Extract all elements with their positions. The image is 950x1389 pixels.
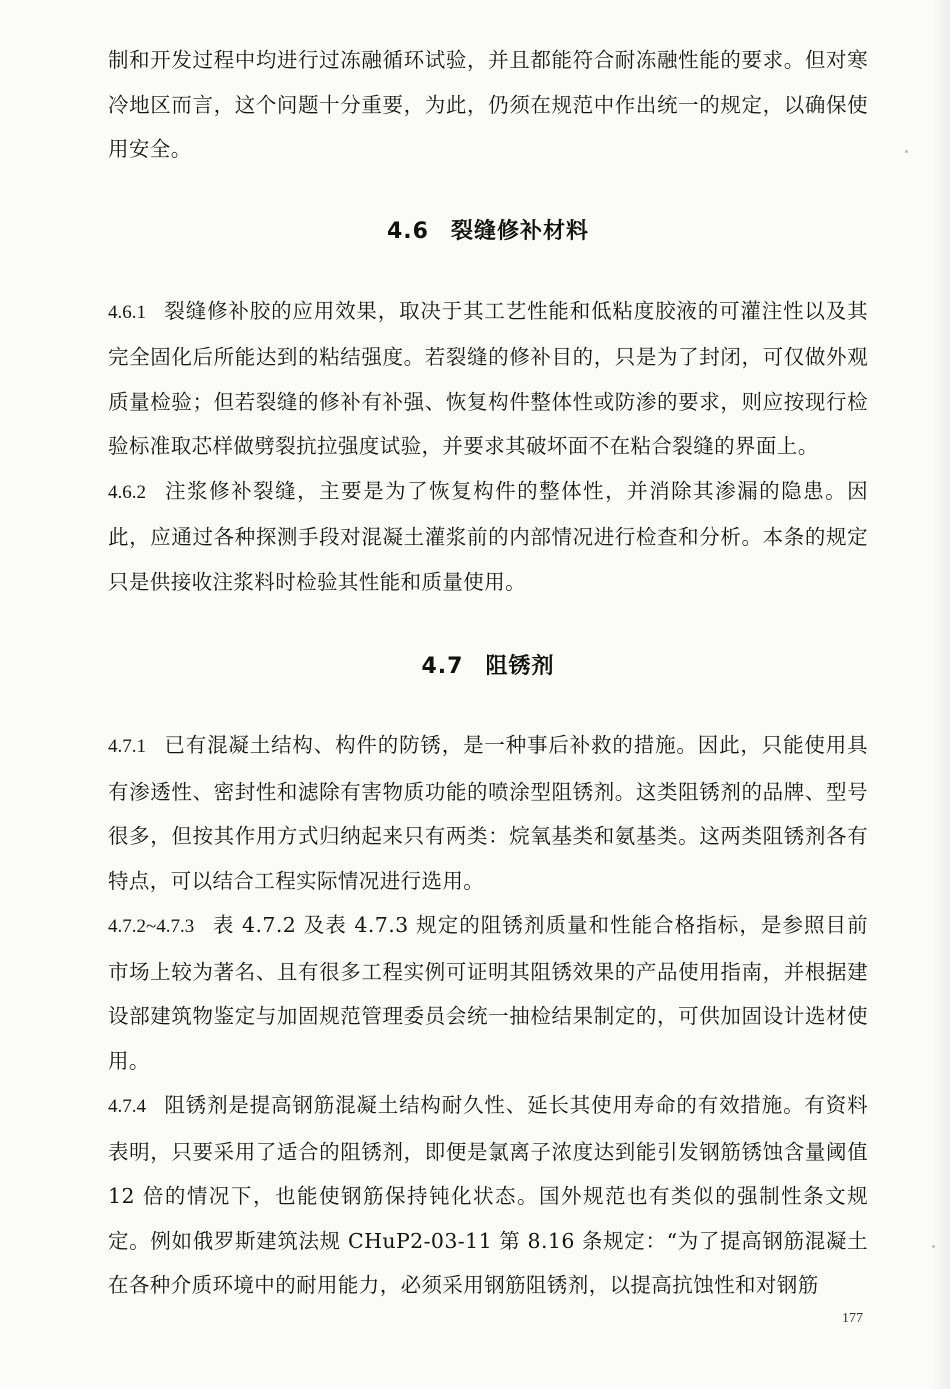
- section-title-text: 阻锈剂: [485, 654, 555, 679]
- clause-number: 4.6.1: [108, 301, 146, 323]
- clause-text: 裂缝修补胶的应用效果，取决于其工艺性能和低粘度胶液的可灌注性以及其完全固化后所能达到的粘结强度。若裂缝的修补目的，只是为了封闭，可仅做外观质量检验；但若裂缝的修补有补强、恢复构件整体性或防渗的要求，则应按现行检验标准取芯样做劈裂抗拉强度试验，并要求其破坏面不在粘合裂缝的界面上。: [108, 298, 868, 458]
- clause-4-6-2: [108, 469, 868, 605]
- clause-4-7-1: [108, 723, 868, 903]
- clause-4-7-2-4-7-3: [108, 903, 868, 1083]
- section-number: 4.6: [387, 218, 429, 244]
- section-heading-4-6: [108, 214, 868, 245]
- clause-text: 表 4.7.2 及表 4.7.3 规定的阻锈剂质量和性能合格指标，是参照目前市场上较为著名、且有很多工程实例可证明其阻锈效果的产品使用指南，并根据建设部建筑物鉴定与加固规范管理委员会统一抽检结果制定的，可供加固设计选材使用。: [108, 913, 868, 1073]
- clause-number: 4.7.2~4.7.3: [108, 916, 195, 937]
- intro-paragraph: 制和开发过程中均进行过冻融循环试验，并且都能符合耐冻融性能的要求。但对寒冷地区而言，这个问题十分重要，为此，仍须在规范中作出统一的规定，以确保使用安全。: [108, 48, 868, 161]
- clause-number: 4.7.1: [108, 736, 146, 757]
- section-heading-4-7: [108, 649, 868, 680]
- clause-4-7-4: [108, 1083, 868, 1308]
- clause-number: 4.7.4: [108, 1096, 146, 1117]
- scan-speck: [932, 1245, 935, 1248]
- clause-text: 阻锈剂是提高钢筋混凝土结构耐久性、延长其使用寿命的有效措施。有资料表明，只要采用了适合的阻锈剂，即便是氯离子浓度达到能引发钢筋锈蚀含量阈值 12 倍的情况下，也能使钢筋保持钝化状态。国外规范也有类似的强制性条文规定。例如俄罗斯建筑法规 CHuP2-03-11 第 8.16 条规定：“为了提高钢筋混凝土在各种介质环境中的耐用能力，必须采用钢筋阻锈剂，以提高抗蚀性和对钢筋: [108, 1093, 868, 1297]
- section-number: 4.7: [421, 654, 464, 679]
- scan-speck: [905, 150, 908, 153]
- section-title-text: 裂缝修补材料: [450, 218, 589, 244]
- clause-4-6-1: [108, 289, 868, 469]
- page-number: 177: [842, 1311, 863, 1326]
- clause-text: 注浆修补裂缝，主要是为了恢复构件的整体性，并消除其渗漏的隐患。因此，应通过各种探测手段对混凝土灌浆前的内部情况进行检查和分析。本条的规定只是供接收注浆料时检验其性能和质量使用。: [108, 478, 868, 594]
- clause-text: 已有混凝土结构、构件的防锈，是一种事后补救的措施。因此，只能使用具有渗透性、密封性和滤除有害物质功能的喷涂型阻锈剂。这类阻锈剂的品牌、型号很多，但按其作用方式归纳起来只有两类：烷氧基类和氨基类。这两类阻锈剂各有特点，可以结合工程实际情况进行选用。: [108, 733, 868, 893]
- clause-number: 4.6.2: [108, 481, 146, 503]
- page-body: [108, 38, 868, 1308]
